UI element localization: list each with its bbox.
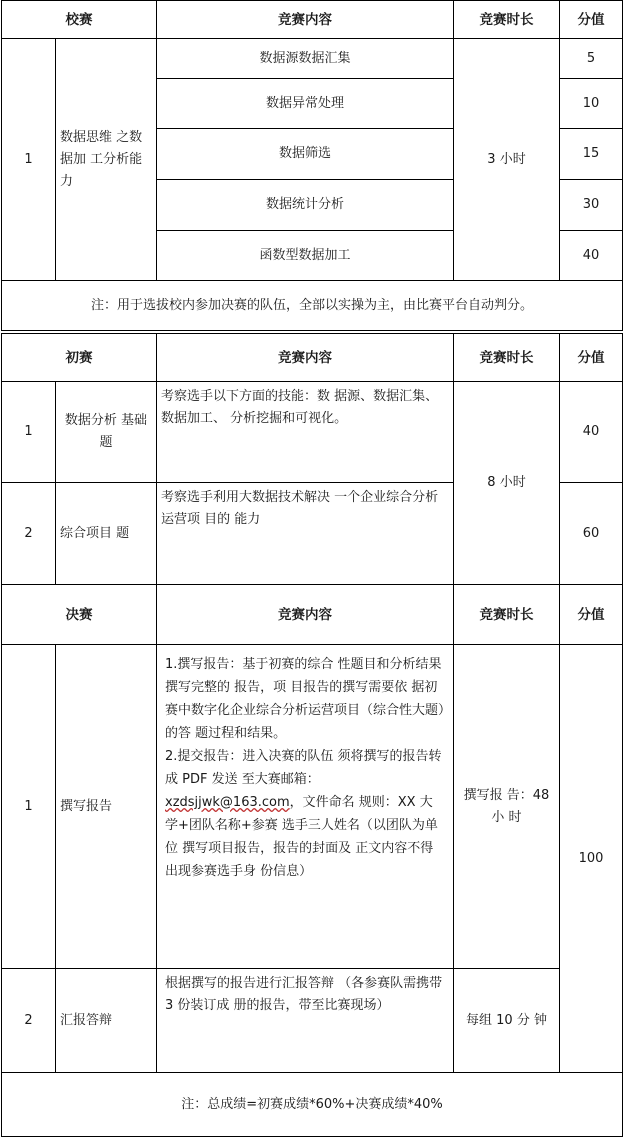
score-cell: 60 [560, 483, 623, 585]
row-number: 2 [2, 969, 56, 1073]
header-score: 分值 [560, 334, 623, 382]
topic-cell: 数据分析 基础题 [56, 382, 157, 483]
topic-cell: 综合项目 题 [56, 483, 157, 585]
content-cell: 根据撰写的报告进行汇报答辩 （各参赛队需携带 3 份装订成 册的报告，带至比赛现场） [157, 969, 454, 1073]
score-cell: 100 [560, 645, 623, 1073]
score-cell: 10 [560, 79, 623, 129]
report-submit-text [165, 745, 445, 883]
score-cell: 15 [560, 129, 623, 180]
row-number: 2 [2, 483, 56, 585]
contest-email: xzdsjjwk@163.com [165, 795, 290, 810]
duration-cell: 3 小时 [454, 39, 560, 281]
content-item: 数据筛选 [157, 129, 454, 180]
content-item: 数据统计分析 [157, 180, 454, 231]
score-cell: 40 [560, 231, 623, 281]
final-round-note: 注：总成绩=初赛成绩*60%+决赛成绩*40% [2, 1073, 623, 1137]
header-round: 校赛 [2, 1, 157, 39]
report-submit-rest: ，文件命名 规则：XX 大学+团队名称+参赛 选手三人姓名（以团队为单位 撰写项目报告，报告的封面及 正文内容不得出现参赛选手身 份信息） [165, 795, 438, 879]
content-cell [157, 645, 454, 969]
score-cell: 5 [560, 39, 623, 79]
score-cell: 40 [560, 382, 623, 483]
header-content: 竞赛内容 [157, 1, 454, 39]
header-duration: 竞赛时长 [454, 1, 560, 39]
header-content: 竞赛内容 [157, 585, 454, 645]
topic-cell: 数据思维 之数据加 工分析能 力 [56, 39, 157, 281]
header-duration: 竞赛时长 [454, 334, 560, 382]
duration-cell: 撰写报 告：48 小 时 [454, 645, 560, 969]
content-item: 数据源数据汇集 [157, 39, 454, 79]
duration-cell: 每组 10 分 钟 [454, 969, 560, 1073]
header-score: 分值 [560, 585, 623, 645]
header-content: 竞赛内容 [157, 334, 454, 382]
duration-cell: 8 小时 [454, 382, 560, 585]
header-score: 分值 [560, 1, 623, 39]
topic-cell: 汇报答辩 [56, 969, 157, 1073]
header-duration: 竞赛时长 [454, 585, 560, 645]
content-item: 函数型数据加工 [157, 231, 454, 281]
preliminary-round-table [1, 333, 623, 585]
school-round-note: 注：用于选拔校内参加决赛的队伍，全部以实操为主，由比赛平台自动判分。 [2, 281, 623, 331]
school-round-table [1, 0, 623, 331]
row-number: 1 [2, 645, 56, 969]
report-writing-text: 1.撰写报告：基于初赛的综合 性题目和分析结果撰写完整的 报告，项 目报告的撰写需要依 据初赛中数字化企业综合分析运营项目（综合性大题）的答 题过程和结果。 [165, 657, 445, 741]
header-round: 决赛 [2, 585, 157, 645]
content-cell: 考察选手利用大数据技术解决 一个企业综合分析运营项 目的 能力 [157, 483, 454, 585]
score-cell: 30 [560, 180, 623, 231]
content-item: 数据异常处理 [157, 79, 454, 129]
row-number: 1 [2, 39, 56, 281]
final-round-table [1, 584, 623, 1137]
content-cell: 考察选手以下方面的技能：数 据源、数据汇集、数据加工、 分析挖掘和可视化。 [157, 382, 454, 483]
report-submit-lead: 2.提交报告：进入决赛的队伍 须将撰写的报告转成 PDF 发送 至大赛邮箱： [165, 749, 442, 787]
header-round: 初赛 [2, 334, 157, 382]
row-number: 1 [2, 382, 56, 483]
topic-cell: 撰写报告 [56, 645, 157, 969]
